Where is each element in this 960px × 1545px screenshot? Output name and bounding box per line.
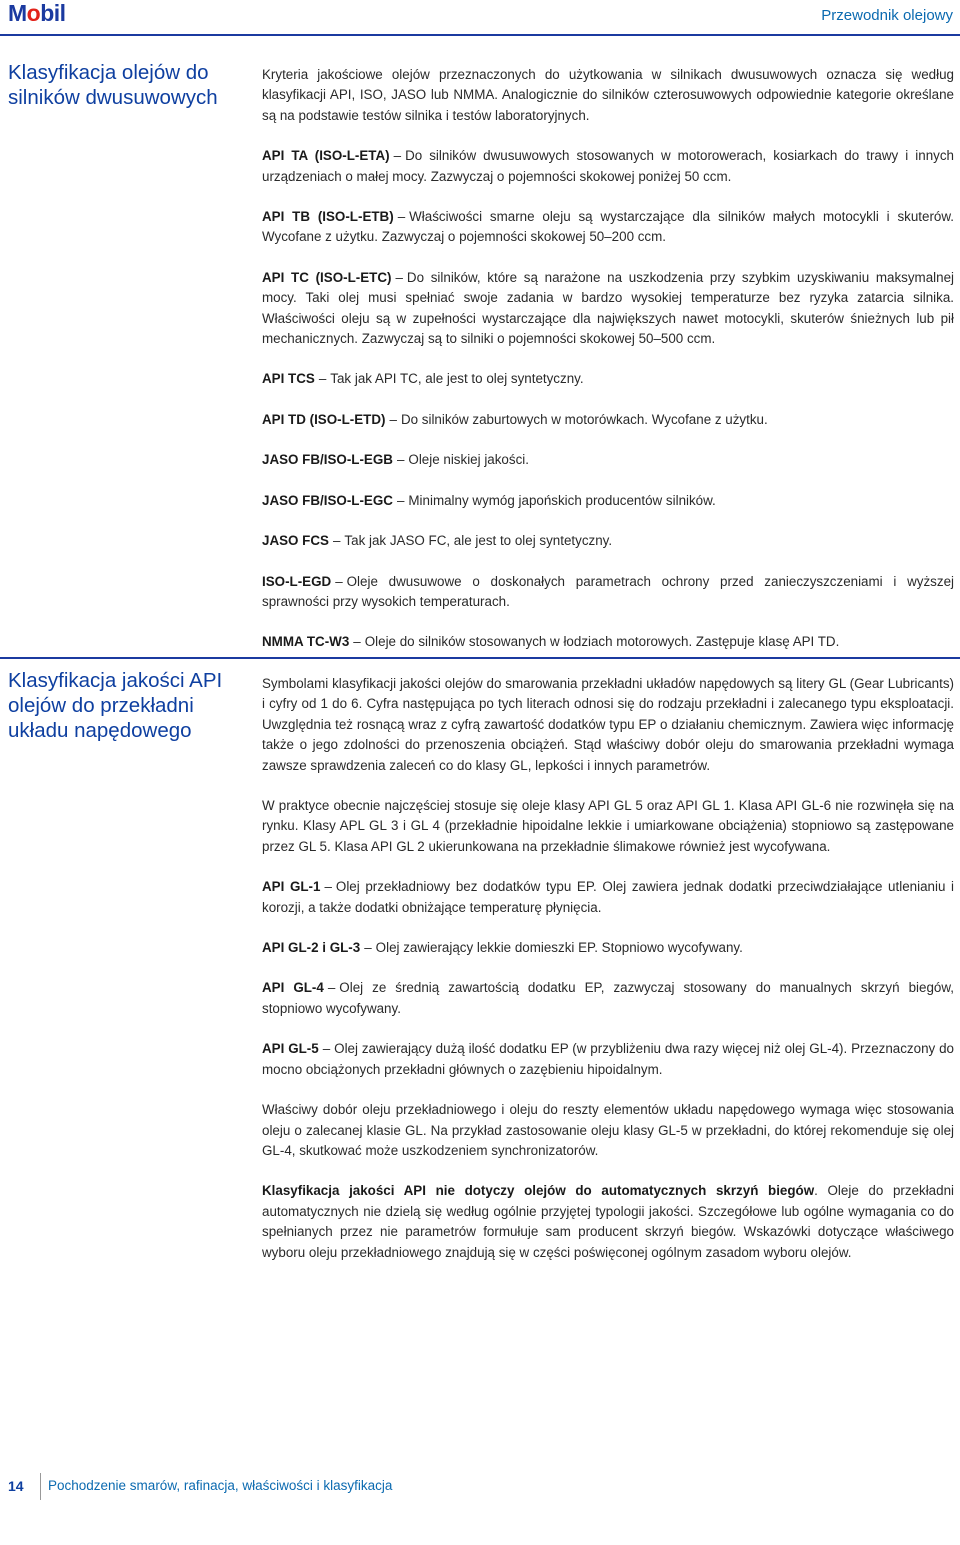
classification-description: Tak jak API TC, ale jest to olej syntetyczny. [330, 371, 584, 387]
classification-description: Olej zawierający lekkie domieszki EP. Stopniowo wycofywany. [375, 940, 743, 956]
classification-description: Olej ze średnią zawartością dodatku EP, zazwyczaj stosowany do manualnych skrzyń biegów, stopniowo wycofywany. [262, 980, 954, 1016]
classification-term: JASO FB/ISO-L-EGC [262, 492, 393, 508]
classification-term: ISO-L-EGD [262, 573, 332, 589]
classification-description: Do silników dwusuwowych stosowanych w motorowerach, kosiarkach do trawy i innych urządzeniach o małej mocy. Zazwyczaj o pojemności skokowej poniżej 50 ccm. [262, 148, 954, 184]
classification-term: JASO FCS [262, 533, 329, 549]
emphasis-text: Klasyfikacja jakości API nie dotyczy olejów do automatycznych skrzyń biegów [262, 1183, 815, 1199]
classification-item: API TC (ISO-L-ETC) – Do silników, które są narażone na uszkodzenia przy szybkim uzyskiwaniu maksymalnej mocy. Taki olej musi spełniać swoje zadania w bardzo wysokiej temperaturze bez ryzyka zatarcia silnika. Właściwości oleju są w zupełności wystarczające dla największych nawet motocykli, skuterów śnieżnych lub pił mechanicznych. Zazwyczaj są to silniki o pojemności skokowej 50–500 ccm. [262, 269, 954, 347]
classification-item: NMMA TC-W3 – Oleje do silników stosowanych w łodziach motorowych. Zastępuje klasę API TD. [262, 634, 840, 650]
classification-term: API GL-1 [262, 879, 321, 895]
classification-description: Oleje do silników stosowanych w łodziach motorowych. Zastępuje klasę API TD. [364, 634, 840, 650]
classification-description: Do silników zaburtowych w motorówkach. Wycofane z użytku. [400, 411, 768, 427]
classification-item: JASO FCS – Tak jak JASO FC, ale jest to olej syntetyczny. [262, 533, 613, 549]
footer-divider [40, 1473, 41, 1500]
classification-term: API TB (ISO-L-ETB) [262, 209, 394, 225]
page-number: 14 [8, 1478, 24, 1494]
classification-item: JASO FB/ISO-L-EGC – Minimalny wymóg japońskich producentów silników. [262, 492, 716, 508]
intro-paragraph: Kryteria jakościowe olejów przeznaczonych do użytkowania w silnikach dwusuwowych oznacza się według klasyfikacji API, ISO, JASO lub NMMA. Analogicznie do silników czterosuwowych odpowiednie kategorie określane są na podstawie testów silnika i testów laboratoryjnych. [262, 67, 954, 123]
page-header [0, 0, 960, 36]
section-title-two-stroke: Klasyfikacja olejów do silników dwusuwowych [8, 61, 218, 109]
classification-term: API GL-4 [262, 980, 324, 996]
section-divider [0, 657, 960, 659]
paragraph [262, 1181, 954, 1263]
classification-term: API GL-5 [262, 1041, 319, 1057]
paragraph: Właściwy dobór oleju przekładniowego i oleju do reszty elementów układu napędowego wymaga więc stosowania oleju o zalecanej klasie GL. Na przykład zastosowanie oleju klasy GL-5 w przekładni, do której rekomenduje się olej GL-4, skutkować może uszkodzeniem synchronizatorów. [262, 1102, 954, 1158]
classification-description: Olej przekładniowy bez dodatków typu EP. Olej zawiera jednak dodatki przeciwdziałające utlenianiu i korozji, a także dodatki obniżające temperaturę płynięcia. [262, 879, 954, 915]
classification-description: Oleje niskiej jakości. [408, 452, 529, 468]
section-body-gear-oils [262, 674, 954, 1263]
classification-term: API TCS [262, 371, 315, 387]
header-divider [0, 34, 960, 36]
classification-item: API TCS – Tak jak API TC, ale jest to olej syntetyczny. [262, 371, 584, 387]
paragraph: Symbolami klasyfikacji jakości olejów do smarowania przekładni układów napędowych są litery GL (Gear Lubricants) i cyfry od 1 do 6. Cyfra następująca po tych literach odnosi się do rodzaju przekładni i zalecanego typu eksploatacji. Uwzględnia też rosnącą wraz z cyfrą zawartość dodatków typu EP o działaniu chemicznym. Zawiera więc informację także o jego zdolności do przenoszenia obciążeń. Stąd właściwy dobór oleju do smarowania przekładni wymaga zawsze sprawdzenia zaleceń co do klasy GL, lepkości i innych parametrów. [262, 676, 954, 773]
classification-term: API TC (ISO-L-ETC) [262, 269, 392, 285]
classification-description: Minimalny wymóg japońskich producentów silników. [408, 492, 716, 508]
section-title-gear-oils: Klasyfikacja jakości API olejów do przekładni układu napędowego [8, 669, 223, 742]
document-title: Przewodnik olejowy [821, 7, 953, 24]
classification-term: API TA (ISO-L-ETA) [262, 148, 390, 164]
section-body-two-stroke [262, 65, 954, 653]
classification-item: API GL-4 – Olej ze średnią zawartością dodatku EP, zazwyczaj stosowany do manualnych skrzyń biegów, stopniowo wycofywany. [262, 980, 954, 1016]
footer-chapter-title: Pochodzenie smarów, rafinacja, właściwości i klasyfikacja [48, 1478, 393, 1493]
classification-item: JASO FB/ISO-L-EGB – Oleje niskiej jakości. [262, 452, 529, 468]
paragraph-text: . Oleje do przekładni automatycznych nie dzielą się według ogólnie przyjętej typologii jakości. Szczegółowe lub ogólne wymagania co do spełnianych przez nie parametrów formułuje sam producent skrzyń biegów. Wskazówki dotyczące właściwego wyboru oleju przekładniowego znajdują się w części poświęconej ogólnym zasadom wyboru olejów. [262, 1183, 954, 1260]
classification-description: Oleje dwusuwowe o doskonałych parametrach ochrony przed zanieczyszczeniami i wyższej sprawności przy wysokich temperaturach. [262, 573, 954, 609]
classification-item: API GL-5 – Olej zawierający dużą ilość dodatku EP (w przybliżeniu dwa razy więcej niż olej GL-4). Przeznaczony do mocno obciążonych przekładni głównych o zazębieniu hipoidalnym. [262, 1041, 954, 1077]
mobil-logo: Mobil [8, 0, 66, 26]
classification-term: API GL-2 i GL-3 [262, 940, 361, 956]
classification-term: JASO FB/ISO-L-EGB [262, 452, 393, 468]
classification-description: Tak jak JASO FC, ale jest to olej syntetyczny. [344, 533, 613, 549]
classification-item: API TB (ISO-L-ETB) – Właściwości smarne oleju są wystarczające dla silników małych motocykli i skuterów. Wycofane z użytku. Zazwyczaj o pojemności skokowej 50–200 ccm. [262, 209, 955, 245]
classification-item: ISO-L-EGD – Oleje dwusuwowe o doskonałych parametrach ochrony przed zanieczyszczeniami i wyższej sprawności przy wysokich temperaturach. [262, 573, 954, 609]
classification-description: Olej zawierający dużą ilość dodatku EP (w przybliżeniu dwa razy więcej niż olej GL-4). Przeznaczony do mocno obciążonych przekładni głównych o zazębieniu hipoidalnym. [262, 1041, 954, 1077]
classification-item: API TA (ISO-L-ETA) – Do silników dwusuwowych stosowanych w motorowerach, kosiarkach do trawy i innych urządzeniach o małej mocy. Zazwyczaj o pojemności skokowej poniżej 50 ccm. [262, 148, 954, 184]
classification-term: NMMA TC-W3 [262, 634, 350, 650]
classification-item: API GL-1 – Olej przekładniowy bez dodatków typu EP. Olej zawiera jednak dodatki przeciwdziałające utlenianiu i korozji, a także dodatki obniżające temperaturę płynięcia. [262, 879, 954, 915]
paragraph: W praktyce obecnie najczęściej stosuje się oleje klasy API GL 5 oraz API GL 1. Klasa API GL-6 nie rozwinęła się na rynku. Klasy APL GL 3 i GL 4 (przekładnie hipoidalne lekkie i umiarkowane obciążenia) stopniowo są zastępowane przez GL 5. Klasa API GL 2 ukierunkowana na przekładnie ślimakowe również jest wycofywana. [262, 798, 954, 854]
classification-item: API TD (ISO-L-ETD) – Do silników zaburtowych w motorówkach. Wycofane z użytku. [262, 411, 768, 427]
classification-description: Właściwości smarne oleju są wystarczające dla silników małych motocykli i skuterów. Wycofane z użytku. Zazwyczaj o pojemności skokowej 50–200 ccm. [262, 209, 955, 245]
classification-term: API TD (ISO-L-ETD) [262, 411, 386, 427]
classification-item: API GL-2 i GL-3 – Olej zawierający lekkie domieszki EP. Stopniowo wycofywany. [262, 940, 743, 956]
classification-description: Do silników, które są narażone na uszkodzenia przy szybkim uzyskiwaniu maksymalnej mocy. Taki olej musi spełniać swoje zadania w bardzo wysokiej temperaturze bez ryzyka zatarcia silnika. Właściwości oleju są w zupełności wystarczające dla największych nawet motocykli, skuterów śnieżnych lub pił mechanicznych. Zazwyczaj są to silniki o pojemności skokowej 50–500 ccm. [262, 269, 954, 347]
